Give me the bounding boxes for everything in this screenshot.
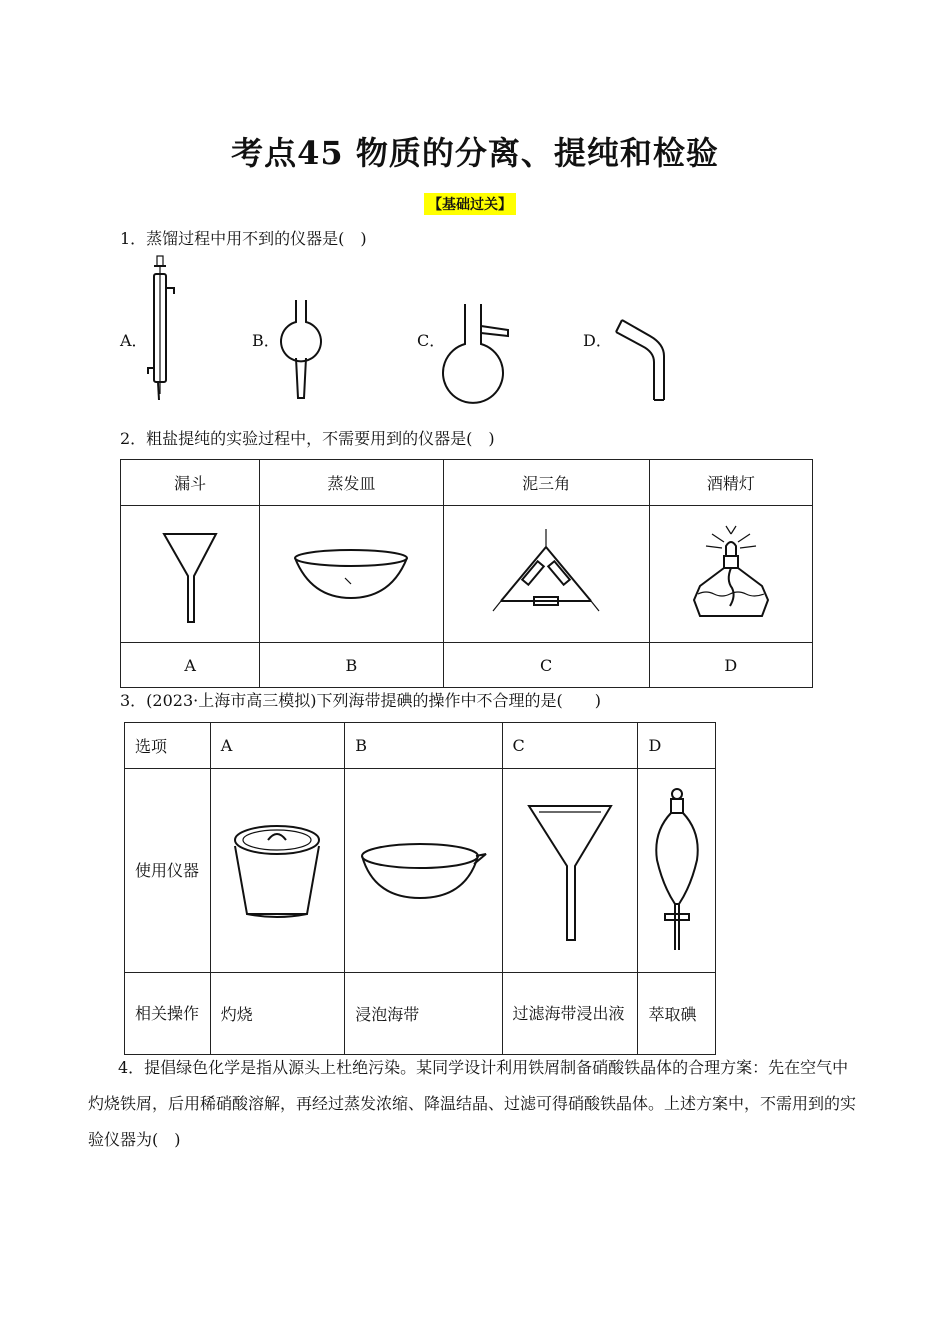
q2-header-funnel: 漏斗	[121, 460, 260, 506]
condenser-icon	[140, 254, 180, 404]
q2-letter-b: B	[260, 643, 443, 688]
distilling-flask-icon	[440, 300, 514, 406]
clay-triangle-icon	[491, 527, 601, 621]
bent-tube-icon	[610, 314, 670, 406]
q3-stem: 3．(2023·上海市高三模拟)下列海带提碘的操作中不合理的是( )	[120, 691, 601, 710]
q1-option-c-label: C．	[417, 331, 446, 350]
q3-op-d: 萃取碘	[638, 973, 716, 1055]
q3-row-label-operation: 相关操作	[125, 973, 211, 1055]
q2-header-evaporating-dish: 蒸发皿	[260, 460, 443, 506]
q3-letter-c: C	[502, 723, 638, 769]
q3-op-a: 灼烧	[210, 973, 344, 1055]
q1-option-b-label: B．	[252, 331, 280, 350]
q3-row-label-instrument: 使用仪器	[125, 769, 211, 973]
funnel-icon	[160, 524, 220, 624]
funnel-icon	[525, 796, 615, 946]
q4-stem: 4．提倡绿色化学是指从源头上杜绝污染。某同学设计利用铁屑制备硝酸铁晶体的合理方案：先在空气中灼烧铁屑，后用稀硝酸溶解，再经过蒸发浓缩、降温结晶、过滤可得硝酸铁晶体。上述方案中，不需用到的实验仪器为( )	[88, 1058, 857, 1149]
separatory-funnel-icon	[649, 786, 705, 956]
q3-letter-a: A	[210, 723, 344, 769]
crucible-icon	[222, 816, 332, 926]
q2-header-alcohol-lamp: 酒精灯	[649, 460, 812, 506]
q2-table	[120, 459, 813, 688]
alcohol-lamp-icon	[686, 524, 776, 624]
q3-table	[124, 722, 716, 1055]
table-row	[125, 769, 716, 973]
q2-letter-a: A	[121, 643, 260, 688]
table-row	[121, 643, 813, 688]
evaporating-dish-icon	[291, 544, 411, 604]
table-row	[121, 460, 813, 506]
separatory-bulb-icon	[276, 296, 326, 406]
section-badge: 【基础过关】	[424, 193, 516, 215]
table-row	[125, 973, 716, 1055]
q3-letter-d: D	[638, 723, 716, 769]
q3-header-option: 选项	[125, 723, 211, 769]
q1-stem: 1．蒸馏过程中用不到的仪器是( )	[120, 229, 367, 248]
q3-letter-b: B	[345, 723, 502, 769]
table-row	[121, 506, 813, 643]
q2-stem: 2．粗盐提纯的实验过程中，不需要用到的仪器是( )	[120, 429, 495, 448]
q3-op-c: 过滤海带浸出液	[502, 973, 638, 1055]
q1-option-d-label: D．	[583, 331, 612, 350]
q2-letter-d: D	[649, 643, 812, 688]
table-row	[125, 723, 716, 769]
q1-option-a-label: A．	[120, 331, 148, 350]
page-title: 考点45 物质的分离、提纯和检验	[231, 134, 719, 172]
q2-header-clay-triangle: 泥三角	[443, 460, 649, 506]
q2-letter-c: C	[443, 643, 649, 688]
evaporating-dish-icon	[358, 836, 488, 906]
q3-op-b: 浸泡海带	[345, 973, 502, 1055]
